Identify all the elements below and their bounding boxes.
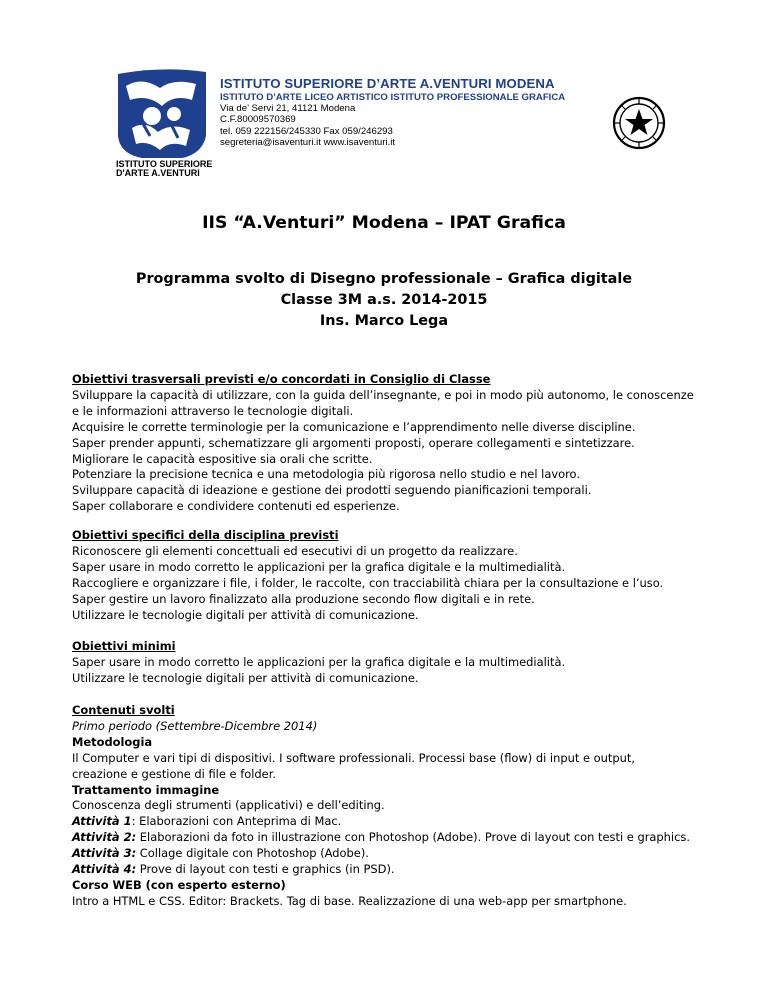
section-title: Obiettivi trasversali previsti e/o concordati in Consiglio di Classe <box>72 372 491 386</box>
school-subtitle: ISTITUTO D’ARTE LICEO ARTISTICO ISTITUTO PROFESSIONALE GRAFICA <box>220 91 566 103</box>
text-line: Utilizzare le tecnologie digitali per attività di comunicazione. <box>72 607 419 622</box>
section-title: Obiettivi specifici della disciplina previsti <box>72 528 339 542</box>
letterhead-text <box>220 76 565 148</box>
logo-caption-line2: D'ARTE A.VENTURI <box>116 168 200 178</box>
text-line: Saper prender appunti, schematizzare gli argomenti proposti, operare collegamenti e sintetizzare. <box>72 435 635 450</box>
activity-line <box>72 814 712 830</box>
logo-caption-line1: ISTITUTO SUPERIORE <box>116 159 212 169</box>
text-line: Saper usare in modo corretto le applicazioni per la grafica digitale e la multimedialità. <box>72 559 566 574</box>
activity-label: Attività 1 <box>72 814 132 829</box>
school-cf: C.F.80009570369 <box>220 114 296 126</box>
text-line: Sviluppare capacità di ideazione e gestione dei prodotti seguendo pianificazioni temporali. <box>72 483 592 498</box>
text-line: Raccogliere e organizzare i file, i folder, le raccolte, con tracciabilità chiara per la consultazione e l’uso. <box>72 575 664 590</box>
activity-text: Elaborazioni con Anteprima di Mac. <box>135 814 342 829</box>
activity-label: Attività 3: <box>72 846 137 861</box>
text-line: Il Computer e vari tipi di dispositivi. I software professionali. Processi base (flow) di input e output, <box>72 750 636 765</box>
school-email-web: segreteria@isaventuri.it www.isaventuri.it <box>220 136 396 148</box>
subheading-trattamento: Trattamento immagine <box>72 782 220 797</box>
text-line: Conoscenza degli strumenti (applicativi) e dell’editing. <box>72 798 385 813</box>
text-line: Intro a HTML e CSS. Editor: Brackets. Tag di base. Realizzazione di una web-app per smartphone. <box>72 893 627 908</box>
school-address: Via de’ Servi 21, 41121 Modena <box>220 102 356 114</box>
text-line: Migliorare le capacità espositive sia orali che scritte. <box>72 451 373 466</box>
school-logo <box>112 66 212 178</box>
section-title: Contenuti svolti <box>72 703 175 717</box>
school-phone: tel. 059 222156/245330 Fax 059/246293 <box>220 125 393 137</box>
activity-line <box>72 862 712 878</box>
text-line: Acquisire le corrette terminologie per la comunicazione e l’apprendimento nelle diverse discipline. <box>72 419 636 434</box>
activity-label: Attività 4: <box>72 862 137 877</box>
activity-line <box>72 846 712 862</box>
teacher-name: Ins. Marco Lega <box>319 313 449 330</box>
subheading-web: Corso WEB (con esperto esterno) <box>72 877 286 892</box>
activity-label: Attività 2: <box>72 830 137 845</box>
section-title: Obiettivi minimi <box>72 639 176 653</box>
text-line: Riconoscere gli elementi concettuali ed esecutivi di un progetto da realizzare. <box>72 543 518 558</box>
period-label: Primo periodo (Settembre-Dicembre 2014) <box>72 718 318 733</box>
school-name: ISTITUTO SUPERIORE D’ARTE A.VENTURI MODENA <box>220 76 555 91</box>
document-title: IIS “A.Venturi” Modena – IPAT Grafica <box>202 213 566 233</box>
text-line: Sviluppare la capacità di utilizzare, con la guida dell’insegnante, e poi in modo più autonomo, le conoscenze <box>72 387 694 402</box>
activity-line <box>72 830 712 846</box>
section-specifici <box>72 528 712 623</box>
text-line: Utilizzare le tecnologie digitali per attività di comunicazione. <box>72 670 419 685</box>
section-minimi <box>72 639 712 687</box>
text-line: e le informazioni attraverso le tecnologie digitali. <box>72 403 354 418</box>
republic-emblem-icon <box>612 96 666 150</box>
activity-text: Collage digitale con Photoshop (Adobe). <box>136 846 369 861</box>
activity-text: Prove di layout con testi e graphics (in PSD). <box>136 862 395 877</box>
activity-colon: : <box>131 814 136 829</box>
program-heading <box>0 269 768 333</box>
activity-text: Elaborazioni da foto in illustrazione con Photoshop (Adobe). Prove di layout con testi e graphics. <box>136 830 690 845</box>
program-title: Programma svolto di Disegno professionale – Grafica digitale <box>135 271 633 287</box>
text-line: Saper usare in modo corretto le applicazioni per la grafica digitale e la multimedialità. <box>72 654 566 669</box>
text-line: creazione e gestione di file e folder. <box>72 766 276 781</box>
section-trasversali <box>72 372 712 515</box>
subheading-metodologia: Metodologia <box>72 734 153 749</box>
class-year: Classe 3M a.s. 2014-2015 <box>280 292 488 309</box>
text-line: Potenziare la precisione tecnica e una metodologia più rigorosa nello studio e nel lavoro. <box>72 467 580 482</box>
text-line: Saper collaborare e condividere contenuti ed esperienze. <box>72 499 400 514</box>
section-contenuti <box>72 703 712 910</box>
text-line: Saper gestire un lavoro finalizzato alla produzione secondo flow digitali e in rete. <box>72 591 535 606</box>
